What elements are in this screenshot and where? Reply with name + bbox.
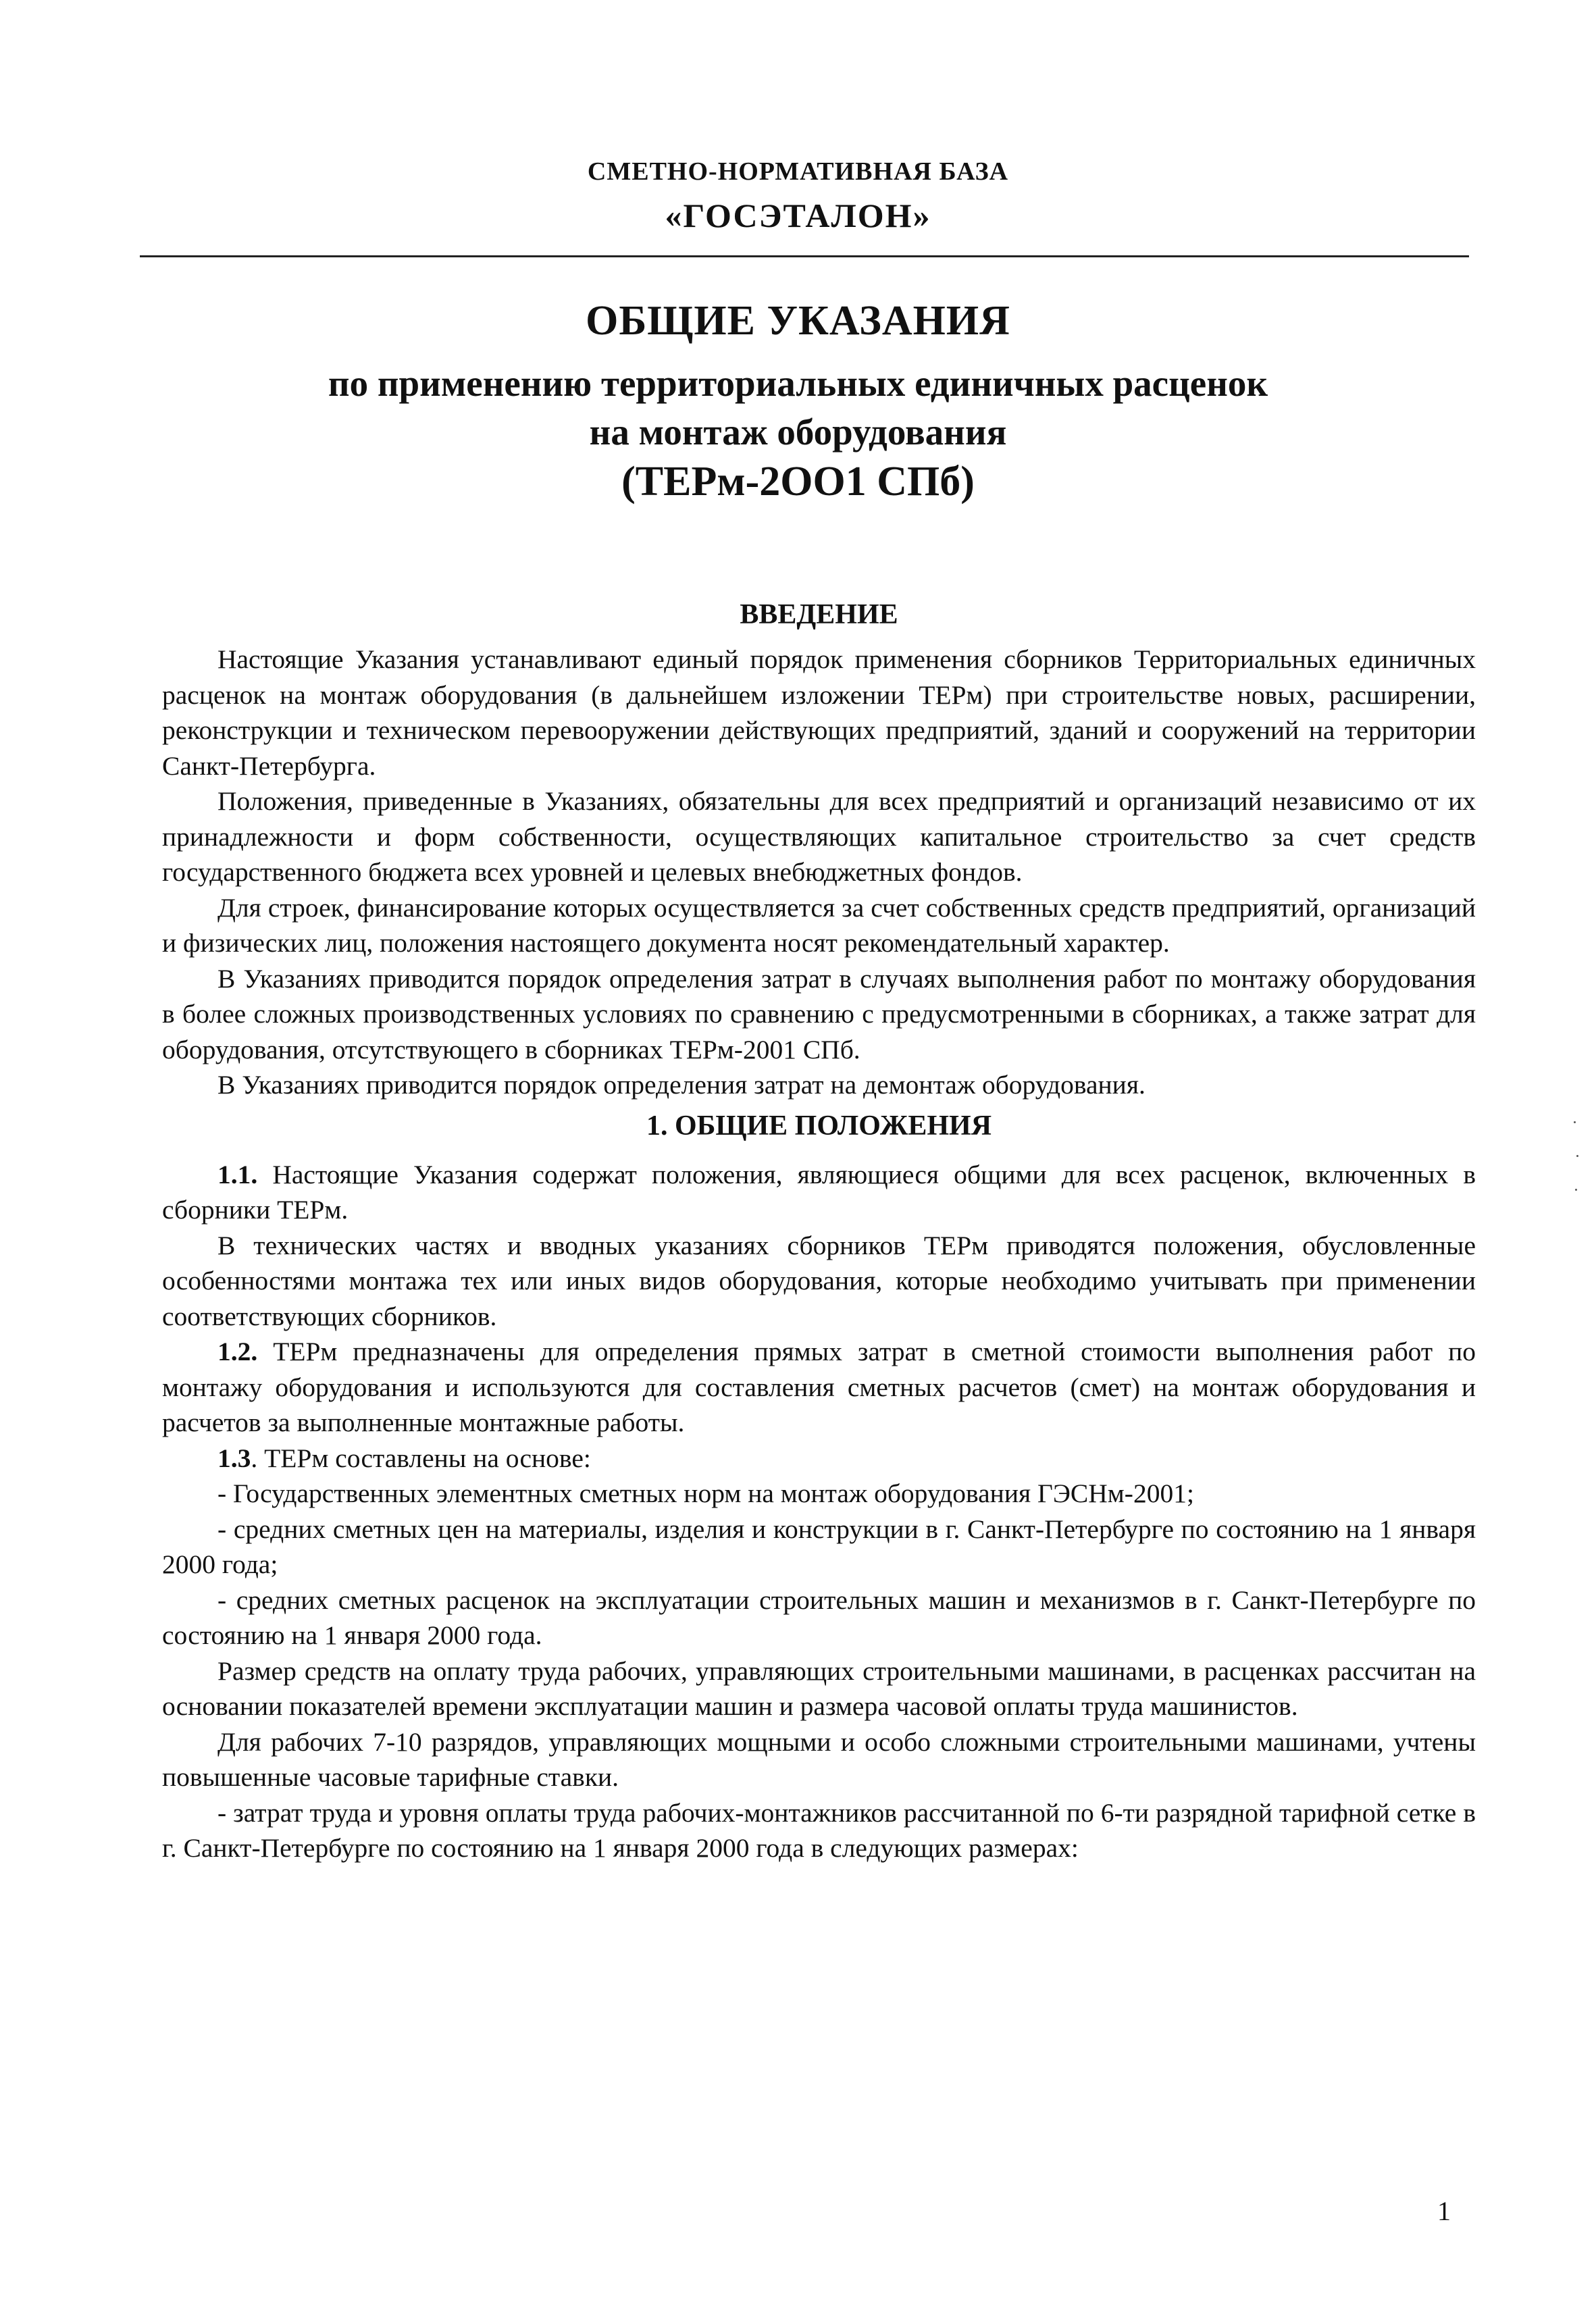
title-line-3: на монтаж оборудования xyxy=(589,411,1007,453)
clause-number: 1.3 xyxy=(217,1443,251,1473)
intro-paragraph: Положения, приведенные в Указаниях, обязательны для всех предприятий и организаций независимо от их принадлежности и форм собственности, осуществляющих капитальное строительство за счет средств государственного бюджета всех уровней и целевых внебюджетных фондов. xyxy=(162,786,1476,887)
title-line-4: (ТЕРм-2OO1 СПб) xyxy=(621,459,975,505)
list-item: - затрат труда и уровня оплаты труда рабочих-монтажников рассчитанной по 6-ти разрядной тарифной сетке в г. Санкт-Петербурге по состоянию на 1 января 2000 года в следующих размерах: xyxy=(162,1797,1476,1863)
scan-speck xyxy=(1576,1155,1578,1157)
clause-number: 1.1. xyxy=(217,1159,258,1189)
clause-1-3 xyxy=(162,1441,1476,1476)
clause-1-2 xyxy=(162,1334,1476,1441)
intro-paragraph: В Указаниях приводится порядок определения затрат на демонтаж оборудования. xyxy=(217,1070,1145,1100)
intro-paragraph: В Указаниях приводится порядок определения затрат в случаях выполнения работ по монтажу оборудования в более сложных производственных условиях по сравнению с предусмотренными в сборниках, а также затрат для оборудования, отсутствующего в сборниках ТЕРм-2001 СПб. xyxy=(162,963,1476,1064)
header-rule xyxy=(140,255,1469,257)
document-body xyxy=(162,594,1476,1866)
clause-text: Настоящие Указания содержат положения, являющиеся общими для всех расценок, включенных в сборники ТЕРм. xyxy=(162,1159,1476,1225)
section-paragraph: Размер средств на оплату труда рабочих, управляющих строительными машинами, в расценках рассчитан на основании показателей времени эксплуатации машин и размера часовой оплаты труда машинистов. xyxy=(162,1655,1476,1721)
section-1-heading: 1. ОБЩИЕ ПОЛОЖЕНИЯ xyxy=(646,1110,992,1141)
title-line-2: по применению территориальных единичных расценок xyxy=(328,363,1268,404)
clause-text: ТЕРм предназначены для определения прямых затрат в сметной стоимости выполнения работ по монтажу оборудования и используются для составления сметных расчетов (смет) на монтаж оборудования и расчетов за выполненные монтажные работы. xyxy=(162,1337,1476,1437)
list-item: - средних сметных расценок на эксплуатации строительных машин и механизмов в г. Санкт-Петербурге по состоянию на 1 января 2000 года. xyxy=(162,1585,1476,1650)
list-item: - Государственных элементных сметных норм на монтаж оборудования ГЭСНм-2001; xyxy=(217,1479,1194,1508)
intro-paragraph: Для строек, финансирование которых осуществляется за счет собственных средств предприятий, организаций и физических лиц, положения настоящего документа носят рекомендательный характер. xyxy=(162,892,1476,958)
list-item: - средних сметных цен на материалы, изделия и конструкции в г. Санкт-Петербурге по состоянию на 1 января 2000 года; xyxy=(162,1514,1476,1579)
clause-number: 1.2. xyxy=(217,1337,258,1366)
intro-paragraph: Настоящие Указания устанавливают единый порядок применения сборников Территориальных единичных расценок на монтаж оборудования (в дальнейшем изложении ТЕРм) при строительстве новых, расширении, реконструкции и техническом перевооружении действующих предприятий, зданий и сооружений на территории Санкт-Петербурга. xyxy=(162,644,1476,781)
scan-speck xyxy=(1575,1189,1577,1191)
intro-heading: ВВЕДЕНИЕ xyxy=(740,599,898,630)
page-number: 1 xyxy=(1437,2196,1451,2226)
section-paragraph: В технических частях и вводных указаниях сборников ТЕРм приводятся положения, обусловленные особенностями монтажа тех или иных видов оборудования, которые необходимо учитывать при применении соответствующих сборников. xyxy=(162,1230,1476,1331)
scan-speck xyxy=(1574,1121,1576,1123)
clause-1-1 xyxy=(162,1157,1476,1228)
title-line-1: ОБЩИЕ УКАЗАНИЯ xyxy=(586,298,1010,344)
section-paragraph: Для рабочих 7-10 разрядов, управляющих мощными и особо сложными строительными машинами, учтены повышенные часовые тарифные ставки. xyxy=(162,1726,1476,1792)
header-line-2: «ГОСЭТАЛОН» xyxy=(665,197,931,234)
header-line-1: СМЕТНО-НОРМАТИВНАЯ БАЗА xyxy=(587,157,1009,186)
clause-text: . ТЕРм составлены на основе: xyxy=(251,1443,591,1473)
